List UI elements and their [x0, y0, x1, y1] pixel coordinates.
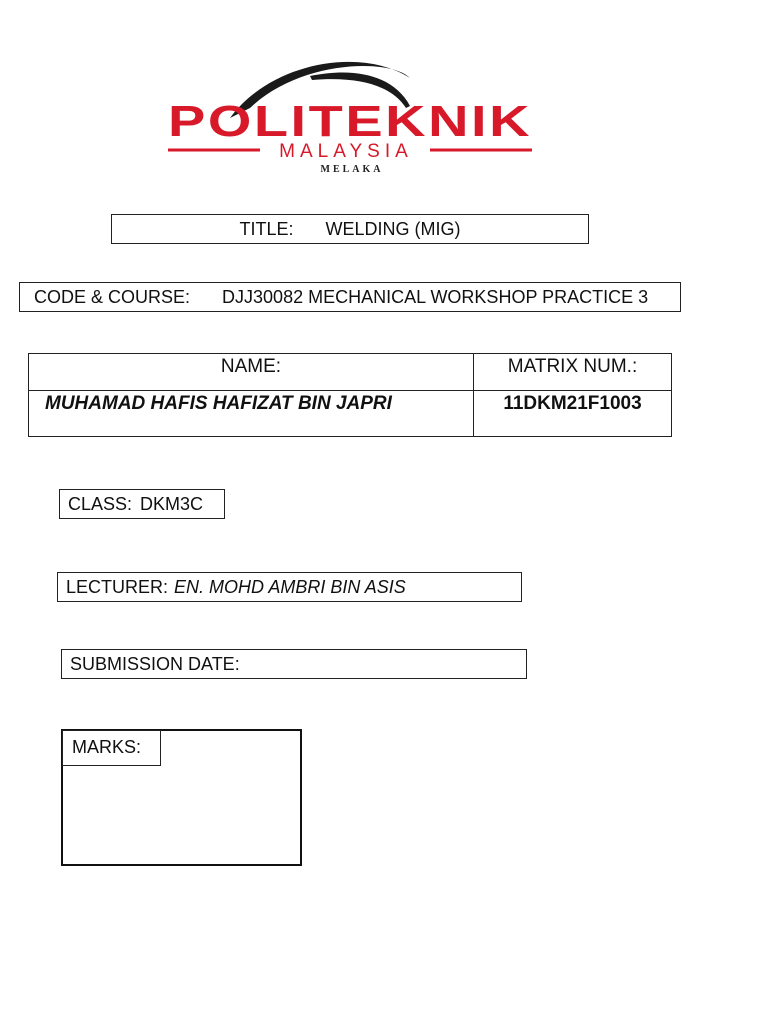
class-box	[59, 489, 225, 519]
lecturer-label: LECTURER:	[66, 576, 169, 597]
matrix-header: MATRIX NUM.:	[507, 356, 638, 377]
marks-label: MARKS:	[72, 737, 142, 757]
name-header: NAME:	[220, 356, 282, 377]
matrix-header-cell	[473, 353, 672, 391]
lecturer-value: EN. MOHD AMBRI BIN ASIS	[174, 576, 406, 597]
logo-brand-text: POLITEKNIK	[168, 97, 532, 146]
marks-label-cell	[62, 730, 161, 766]
matrix-value-cell	[473, 390, 672, 437]
matrix-value: 11DKM21F1003	[503, 393, 642, 414]
logo-country-text: MALAYSIA	[279, 141, 413, 162]
class-value: DKM3C	[140, 493, 204, 514]
course-label: CODE & COURSE:	[34, 286, 191, 307]
title-box	[111, 214, 589, 244]
title-label: TITLE:	[239, 218, 294, 239]
lecturer-box	[57, 572, 522, 602]
submission-label: SUBMISSION DATE:	[70, 653, 240, 674]
course-value: DJJ30082 MECHANICAL WORKSHOP PRACTICE 3	[222, 286, 649, 307]
name-value: MUHAMAD HAFIS HAFIZAT BIN JAPRI	[45, 393, 392, 414]
title-value: WELDING (MIG)	[325, 218, 461, 239]
name-value-cell	[28, 390, 474, 437]
class-label: CLASS:	[68, 493, 133, 514]
politeknik-logo	[160, 48, 540, 178]
submission-box	[61, 649, 527, 679]
logo-graphic	[160, 48, 540, 178]
marks-box	[61, 729, 302, 866]
logo-campus-text: MELAKA	[320, 164, 384, 175]
course-box	[19, 282, 681, 312]
name-header-cell	[28, 353, 474, 391]
student-table	[28, 353, 672, 437]
